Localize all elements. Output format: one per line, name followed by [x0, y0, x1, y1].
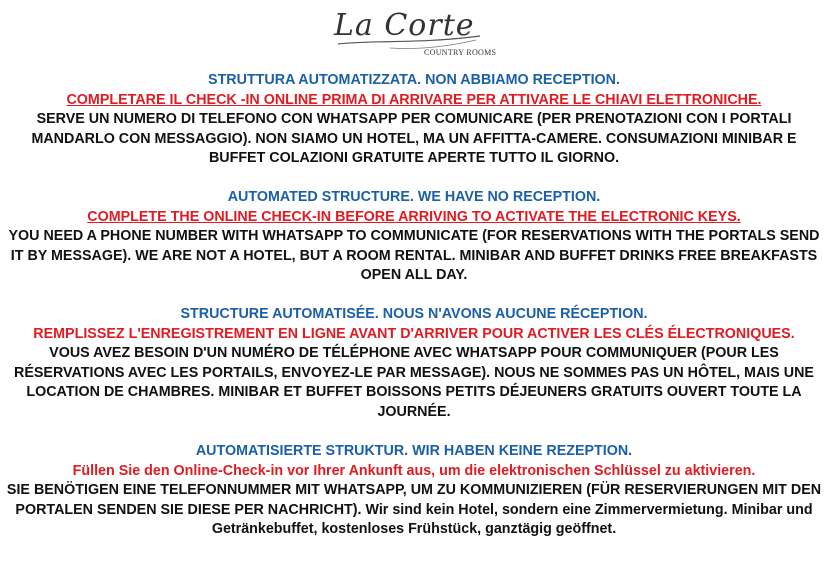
section-body: VOUS AVEZ BESOIN D'UN NUMÉRO DE TÉLÉPHONE AVEC WHATSAPP POUR COMMUNIQUER (POUR LES RÉSERVATIONS AVEC LES PORTAILS, ENVOYEZ-LE PAR MESSAGE). NOUS NE SOMMES PAS UN HÔTEL, MAIS UNE LOCATION DE CHAMBRES. MINIBAR ET BUFFET BOISSONS PETITS DÉJEUNERS GRATUITS OUVERT TOUTE LA JOURNÉE. [14, 345, 814, 420]
section-warning: Füllen Sie den Online-Check-in vor Ihrer Ankunft aus, um die elektronischen Schlüssel zu aktivieren. [72, 462, 756, 479]
section-warning: COMPLETE THE ONLINE CHECK-IN BEFORE ARRIVING TO ACTIVATE THE ELECTRONIC KEYS. [87, 208, 741, 225]
logo-subtitle: COUNTRY ROOMS [424, 48, 497, 57]
section-english [6, 188, 822, 286]
section-body: SERVE UN NUMERO DI TELEFONO CON WHATSAPP PER COMUNICARE (PER PRENOTAZIONI CON I PORTALI MANDARLO CON MESSAGGIO). NON SIAMO UN HOTEL, MA UN AFFITTA-CAMERE. CONSUMAZIONI MINIBAR E BUFFET COLAZIONI GRATUITE APERTE TUTTO IL GIORNO. [31, 111, 797, 166]
section-heading: AUTOMATED STRUCTURE. WE HAVE NO RECEPTION. [227, 189, 601, 205]
section-body: SIE BENÖTIGEN EINE TELEFONNUMMER MIT WHATSAPP, UM ZU KOMMUNIZIEREN (FÜR RESERVIERUNGEN MIT DEN PORTALEN SENDEN SIE DIESE PER NACHRICHT). Wir sind kein Hotel, sondern eine Zimmervermietung. Minibar und Getränkebuffet, kostenloses Frühstück, ganztägig geöffnet. [6, 482, 822, 537]
section-warning: REMPLISSEZ L'ENREGISTREMENT EN LIGNE AVANT D'ARRIVER POUR ACTIVER LES CLÉS ÉLECTRONIQUES. [33, 325, 795, 342]
section-warning: COMPLETARE IL CHECK -IN ONLINE PRIMA DI ARRIVARE PER ATTIVARE LE CHIAVI ELETTRONICHE. [66, 91, 762, 108]
logo [0, 4, 828, 62]
section-heading: STRUTTURA AUTOMATIZZATA. NON ABBIAMO RECEPTION. [208, 72, 620, 88]
section-french [6, 305, 822, 422]
logo-wordmark: La Corte [334, 8, 475, 43]
section-heading: STRUCTURE AUTOMATISÉE. NOUS N'AVONS AUCUNE RÉCEPTION. [180, 306, 648, 322]
section-body: YOU NEED A PHONE NUMBER WITH WHATSAPP TO COMMUNICATE (FOR RESERVATIONS WITH THE PORTALS SEND IT BY MESSAGE). WE ARE NOT A HOTEL, BUT A ROOM RENTAL. MINIBAR AND BUFFET DRINKS FREE BREAKFASTS OPEN ALL DAY. [8, 228, 820, 283]
section-german [6, 442, 822, 540]
section-heading: AUTOMATISIERTE STRUKTUR. WIR HABEN KEINE REZEPTION. [195, 443, 633, 459]
section-italian [6, 71, 822, 169]
